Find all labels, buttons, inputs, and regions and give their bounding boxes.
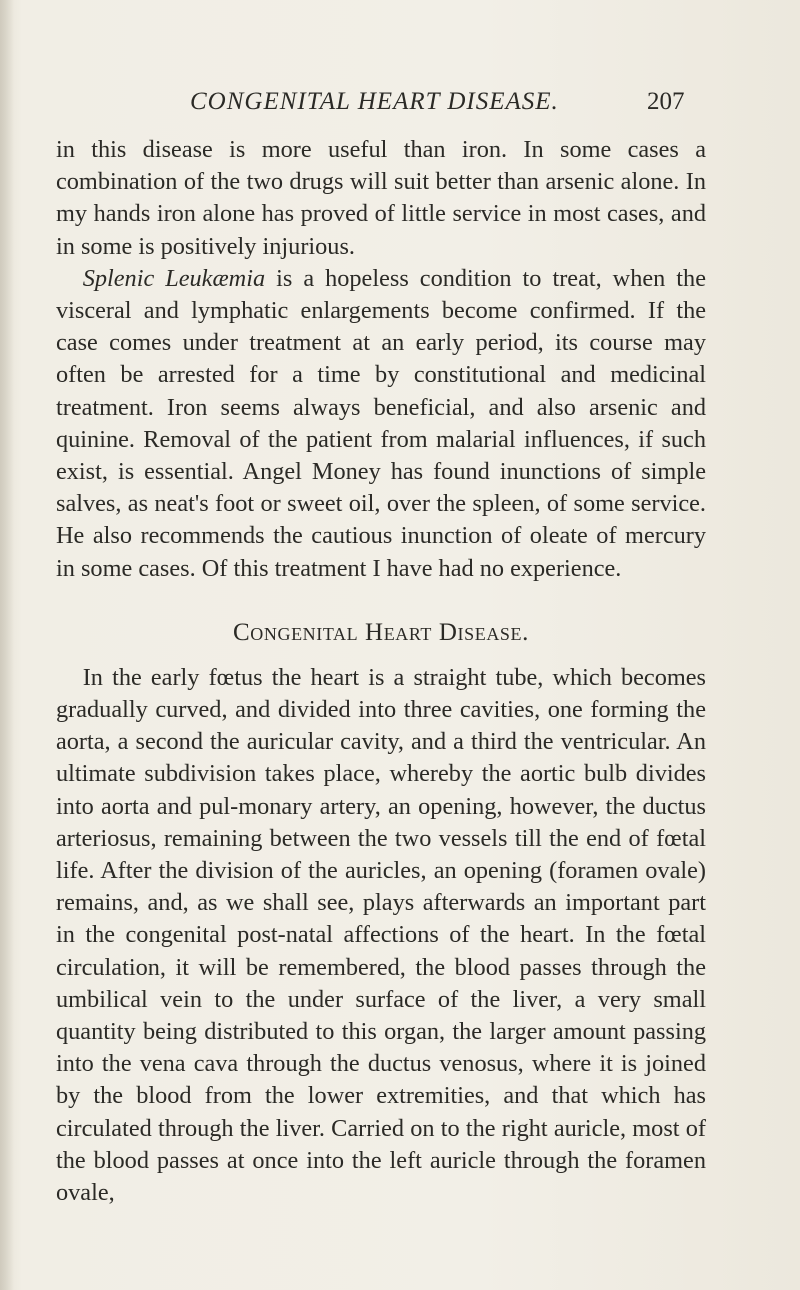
paragraph-congenital	[56, 662, 706, 1209]
paragraph-3-text: In the early fœtus the heart is a straight tube, which becomes gradually curved, and divided into three cavities, one forming the aorta, a second the auricular cavity, and a third the ventricular. An ultimate subdivision takes place, whereby the aortic bulb divides into aorta and pul-monary artery, an opening, however, the ductus arteriosus, remaining between the two vessels till the end of fœtal life. After the division of the auricles, an opening (foramen ovale) remains, and, as we shall see, plays afterwards an important part in the congenital post-natal affections of the heart. In the fœtal circulation, it will be remembered, the blood passes through the umbilical vein to the under surface of the liver, a very small quantity being distributed to this organ, the larger amount passing into the vena cava through the ductus venosus, where it is joined by the blood from the lower extremities, and that which has circulated through the liver. Carried on to the right auricle, most of the blood passes at once into the left auricle through the foramen ovale,	[56, 663, 706, 1207]
italic-term: Splenic Leukæmia	[82, 264, 266, 292]
paragraph-continuation	[56, 134, 706, 263]
page-number: 207	[647, 88, 685, 115]
running-head	[0, 82, 800, 122]
paragraph-splenic-leukaemia	[56, 263, 706, 585]
paragraph-1-text: in this disease is more useful than iron. In some cases a combination of the two drugs will suit better than arsenic alone. In my hands iron alone has proved of little service in most cases, and in some is positively injurious.	[56, 136, 706, 260]
body-text	[56, 134, 706, 1209]
section-heading: Congenital Heart Disease.	[233, 618, 529, 646]
paragraph-2-text: is a hopeless condition to treat, when the visceral and lymphatic enlargements become confirmed. If the case comes under treatment at an early period, its course may often be arrested for a time by constitutional and medicinal treatment. Iron seems always beneficial, and also arsenic and quinine. Removal of the patient from malarial influences, if such exist, is essential. Angel Money has found inunctions of simple salves, as neat's foot or sweet oil, over the spleen, of some service. He also recommends the cautious inunction of oleate of mercury in some cases. Of this treatment I have had no experience.	[56, 264, 706, 582]
running-title: CONGENITAL HEART DISEASE.	[190, 88, 559, 115]
gutter-shadow	[0, 0, 14, 1290]
